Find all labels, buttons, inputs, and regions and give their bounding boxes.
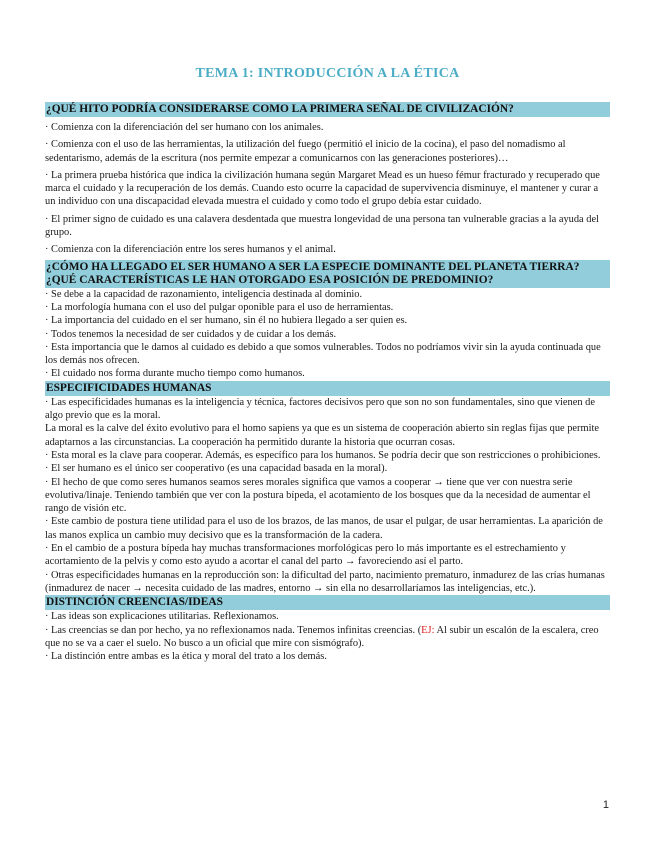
paragraph: La moral es la calve del éxito evolutivo para el homo sapiens ya que es un sistema de cooperación abierto sin reglas fijas que permite adaptarnos a las circunstancias. La cooperación ha permitido durante la historia que ocurran cosas. — [45, 423, 599, 448]
paragraph: · Todos tenemos la necesidad de ser cuidados y de cuidar a los demás. — [45, 328, 337, 340]
section-heading-human-specificities: ESPECIFICIDADES HUMANAS — [45, 381, 610, 396]
document-title: TEMA 1: INTRODUCCIÓN A LA ÉTICA — [195, 66, 460, 81]
paragraph: · La morfología humana con el uso del pulgar oponible para el uso de herramientas. — [45, 301, 394, 313]
paragraph: · El primer signo de cuidado es una calavera desdentada que muestra longevidad de una persona tan vulnerable gracias a la ayuda del grupo. — [45, 213, 599, 239]
paragraph: · Comienza con la diferenciación entre los seres humanos y el animal. — [45, 244, 336, 256]
paragraph: · Esta importancia que le damos al cuidado es debido a que somos vulnerables. Todos no podríamos vivir sin la ayuda continuada que los demás nos ofrecen. — [45, 341, 601, 367]
paragraph: · El cuidado nos forma durante mucho tiempo como humanos. — [45, 368, 305, 380]
paragraph-beliefs — [45, 624, 610, 651]
paragraph: · El ser humano es el único ser cooperativo (es una capacidad basada en la moral). — [45, 463, 388, 475]
page-number: 1 — [602, 799, 609, 811]
paragraph: · Las especificidades humanas es la inteligencia y técnica, factores decisivos pero que son no son fundamentales, sino que vienen de algo previo que es la moral. — [45, 396, 595, 422]
section-heading-dominant-species: ¿CÓMO HA LLEGADO EL SER HUMANO A SER LA ESPECIE DOMINANTE DEL PLANETA TIERRA? ¿QUÉ CARACTERÍSTICAS LE HAN OTORGADO ESA POSICIÓN DE PREDOMINIO? — [45, 260, 610, 288]
paragraph: · Las ideas son explicaciones utilitarias. Reflexionamos. — [45, 611, 279, 623]
paragraph: · La distinción entre ambas es la ética y moral del trato a los demás. — [45, 651, 327, 663]
text-run: · Las creencias se dan por hecho, ya no reflexionamos nada. Tenemos infinitas creencias. ( — [45, 624, 422, 636]
paragraph: · Esta moral es la clave para cooperar. Además, es específico para los humanos. Se podría decir que son restricciones o prohibiciones. — [45, 449, 601, 461]
paragraph: · Comienza con la diferenciación del ser humano con los animales. — [45, 122, 324, 133]
paragraph: · Este cambio de postura tiene utilidad para el uso de los brazos, de las manos, de usar el pulgar, de usar herramientas. La aparición de las manos explica un cambio muy decisivo que es la transformación de la cadera. — [45, 516, 603, 541]
section-heading-civilization: ¿QUÉ HITO PODRÍA CONSIDERARSE COMO LA PRIMERA SEÑAL DE CIVILIZACIÓN? — [45, 102, 610, 117]
paragraph: · Comienza con el uso de las herramientas, la utilización del fuego (permitió el inicio de la cocina), el paso del nomadismo al sedentarismo, además de la escritura (nos permite empezar a comunicarnos con las generaciones posteriores)… — [45, 139, 566, 164]
paragraph: · La importancia del cuidado en el ser humano, sin él no hubiera llegado a ser quien es. — [45, 315, 408, 327]
text-run: Al subir un escalón de la escalera, creo que no se va a caer el suelo. No busco a un oficial que mire con sismógrafo). — [45, 624, 599, 649]
paragraph: · En el cambio de a postura bípeda hay muchas transformaciones morfológicas pero lo más importante es el estrechamiento y acortamiento de la pelvis y como esto ayudo a acortar el canal del parto → favoreciendo así el parto. — [45, 543, 566, 568]
paragraph: · El hecho de que como seres humanos seamos seres morales significa que vamos a cooperar → tiene que ver con nuestra serie evolutiva/linaje. Teniendo también que ver con la postura bípeda, el acotamiento de los bosques que da la necesidad de aumentar el rango de visión etc. — [45, 476, 591, 515]
paragraph: · La primera prueba histórica que indica la civilización humana según Margaret Mead es un hueso fémur fracturado y recuperado que marca el cuidado y la recuperación de los demás. Cuando esto ocurre la capacidad de supervivencia disminuye, el mantener y curar a un individuo con una discapacidad elevada muestra el cuidado y como todo el grupo debía estar cuidado. — [45, 169, 600, 208]
section-heading-beliefs-ideas: DISTINCIÓN CREENCIAS/IDEAS — [45, 595, 610, 610]
paragraph: · Se debe a la capacidad de razonamiento, inteligencia destinada al dominio. — [45, 288, 363, 300]
example-marker: EJ: — [421, 624, 435, 636]
paragraph: · Otras especificidades humanas en la reproducción son: la dificultad del parto, nacimiento prematuro, inmadurez de las crías humanas (inmadurez de nacer → necesita cuidado de las madres, entorno → sin ella no desarrollaríamos las inteligencias, etc.). — [45, 569, 605, 594]
document-body — [45, 102, 610, 663]
